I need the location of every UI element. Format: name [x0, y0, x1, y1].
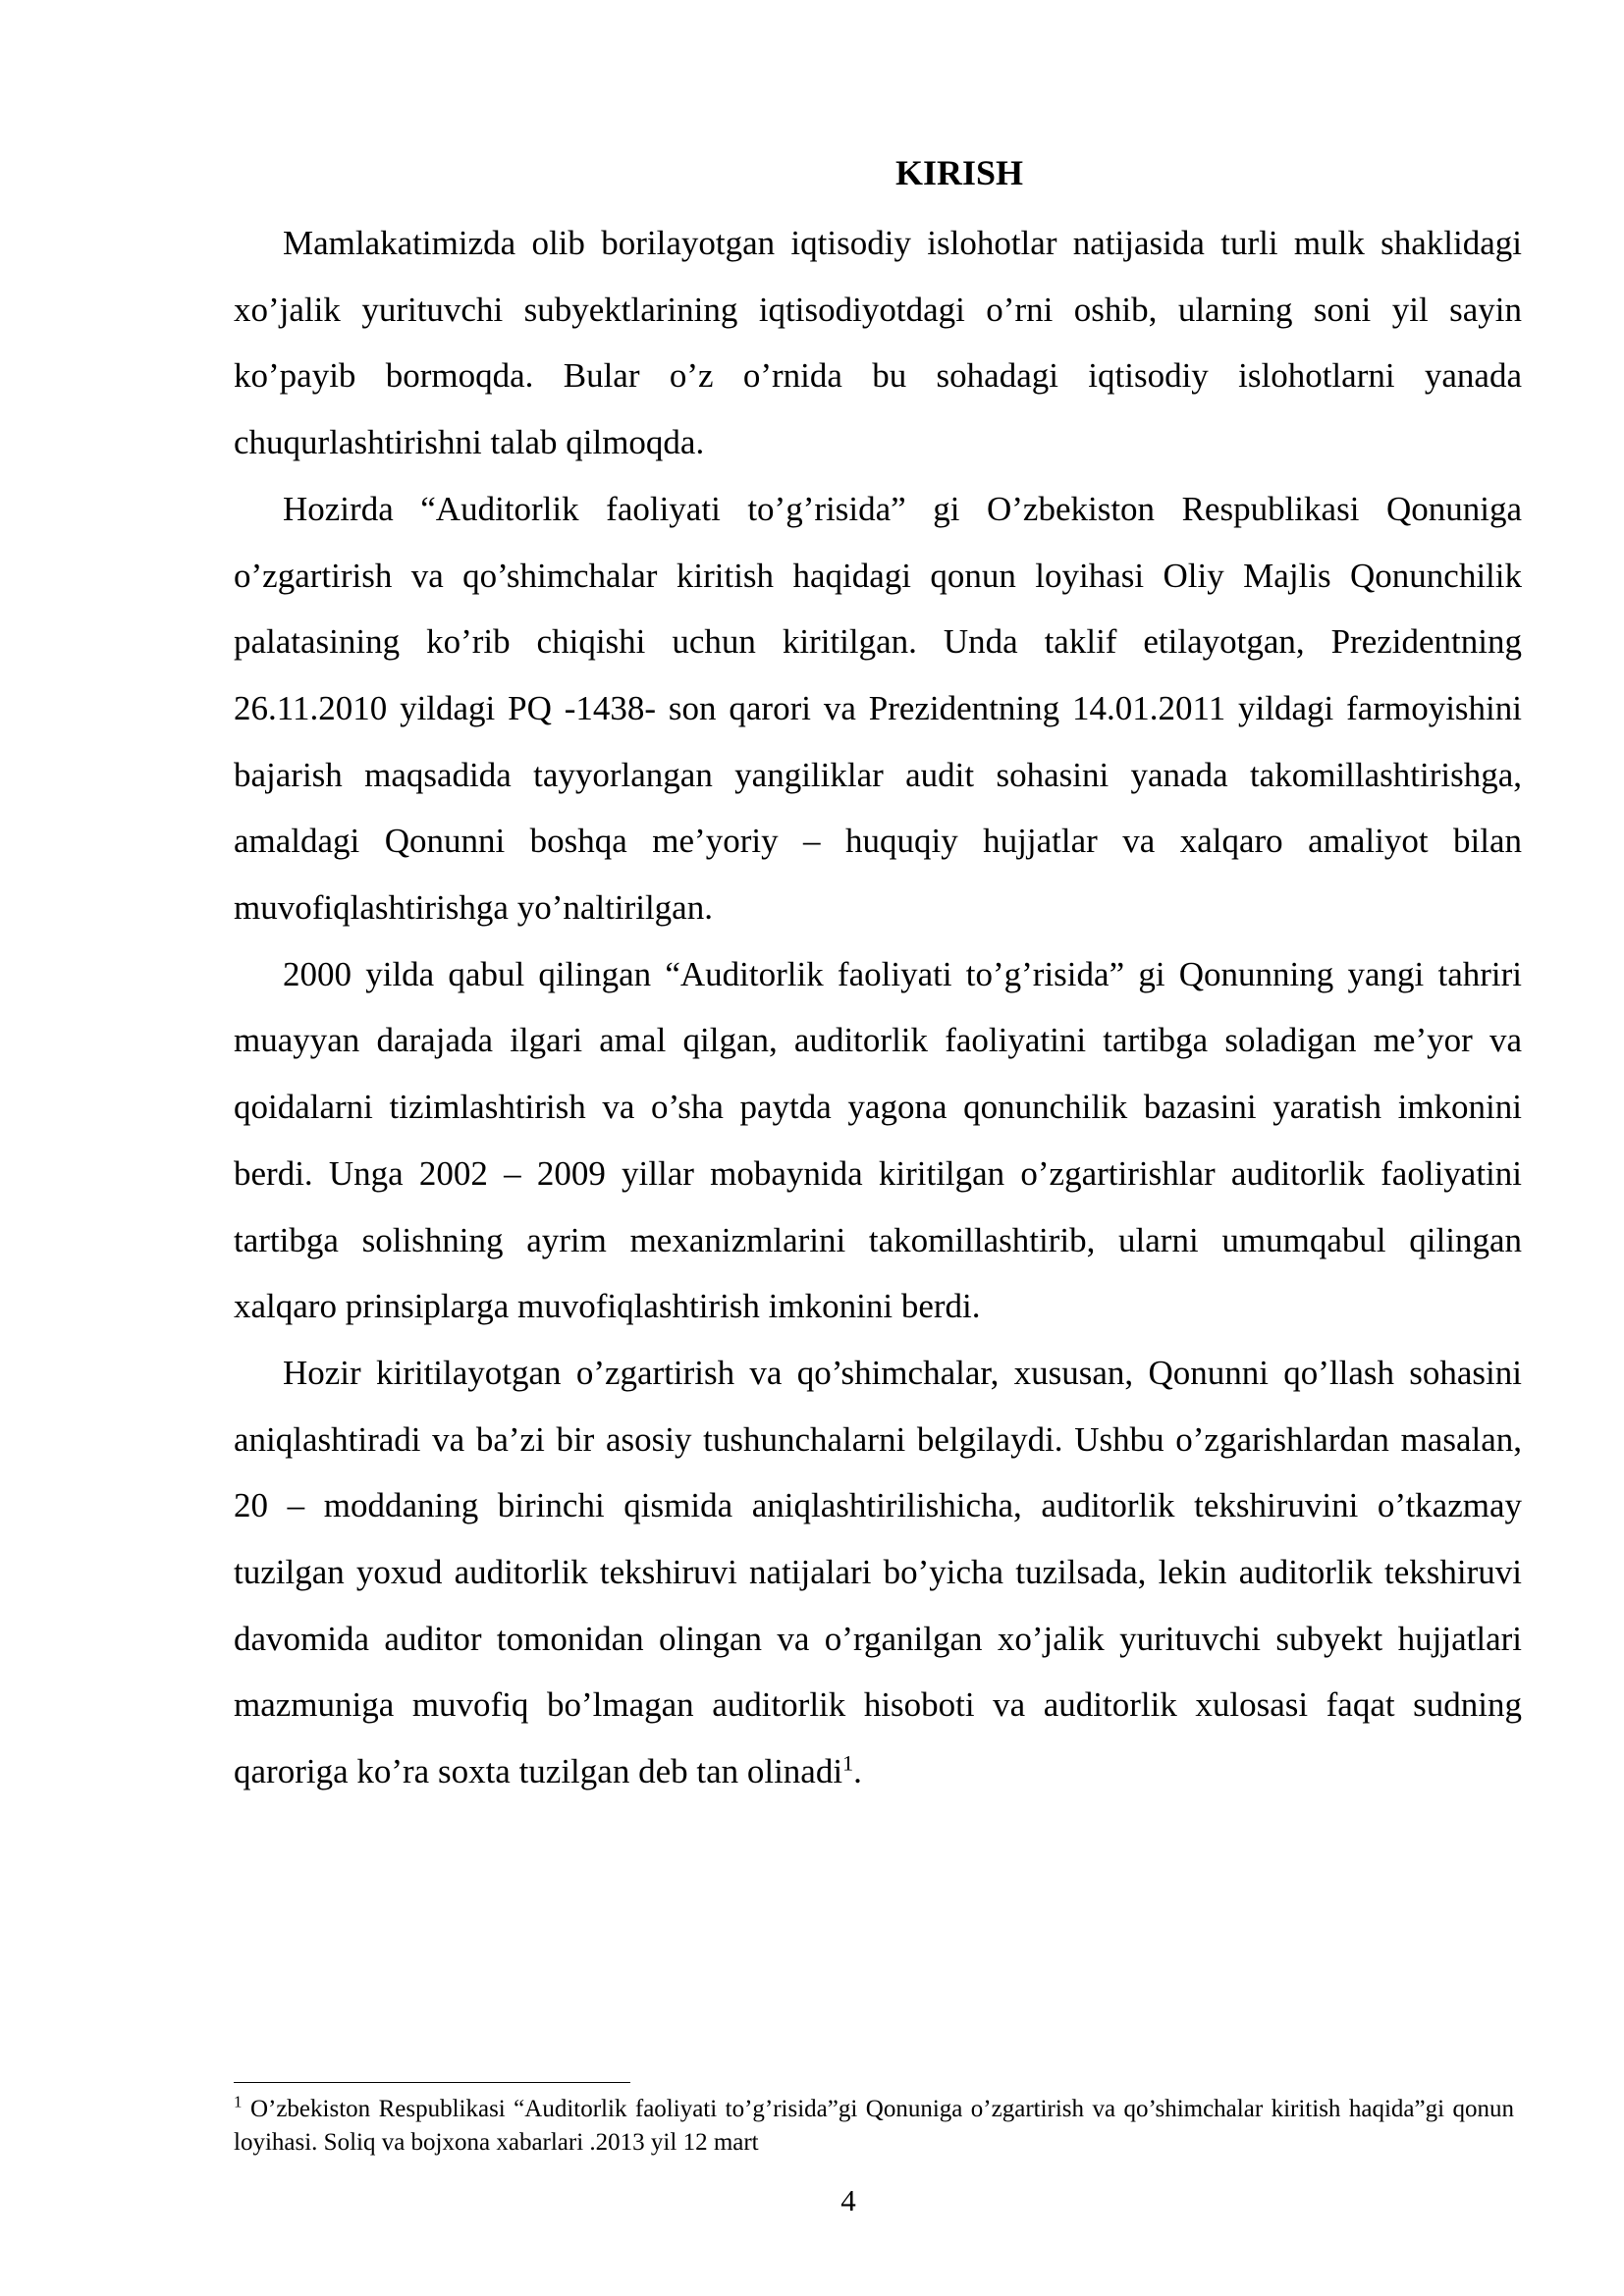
- page-title: KIRISH: [894, 153, 1024, 192]
- paragraph-4-end: .: [853, 1752, 862, 1791]
- footnote-text: O’zbekiston Respublikasi “Auditorlik faoliyati to’g’risida”gi Qonuniga o’zgartirish va qo’shimchalar kiritish haqida”gi qonun loyihasi. Soliq va bojxona xabarlari .2013 yil 12 mart: [234, 2096, 1514, 2156]
- paragraph-3: 2000 yilda qabul qilingan “Auditorlik faoliyati to’g’risida” gi Qonunning yangi tahriri muayyan darajada ilgari amal qilgan, auditorlik faoliyatini tartibga soladigan me’yor va qoidalarni tizimlashtirish va o’sha paytda yagona qonunchilik bazasini yaratish imkonini berdi. Unga 2002 – 2009 yillar mobaynida kiritilgan o’zgartirishlar auditorlik faoliyatini tartibga solishning ayrim mexanizmlarini takomillashtirib, ularni umumqabul qilingan xalqaro prinsiplarga muvofiqlashtirish imkonini berdi.: [234, 954, 1522, 1326]
- footnote-marker: 1: [234, 2092, 243, 2111]
- body-text: [234, 210, 1522, 1805]
- footnote: [234, 2093, 1514, 2160]
- paragraph-4-text: Hozir kiritilayotgan o’zgartirish va qo’shimchalar, xususan, Qonunni qo’llash sohasini aniqlashtiradi va ba’zi bir asosiy tushunchalarni belgilaydi. Ushbu o’zgarishlardan masalan, 20 – moddaning birinchi qismida aniqlashtirilishicha, auditorlik tekshiruvini o’tkazmay tuzilgan yoxud auditorlik tekshiruvi natijalari bo’yicha tuzilsada, lekin auditorlik tekshiruvi davomida auditor tomonidan olingan va o’rganilgan xo’jalik yurituvchi subyekt hujjatlari mazmuniga muvofiq bo’lmagan auditorlik hisoboti va auditorlik xulosasi faqat sudning qaroriga ko’ra soxta tuzilgan deb tan olinadi: [234, 1353, 1522, 1791]
- footnote-divider: [234, 2082, 630, 2083]
- paragraph-2: Hozirda “Auditorlik faoliyati to’g’risida” gi O’zbekiston Respublikasi Qonuniga o’zgartirish va qo’shimchalar kiritish haqidagi qonun loyihasi Oliy Majlis Qonunchilik palatasining ko’rib chiqishi uchun kiritilgan. Unda taklif etilayotgan, Prezidentning 26.11.2010 yildagi PQ -1438- son qarori va Prezidentning 14.01.2011 yildagi farmoyishini bajarish maqsadida tayyorlangan yangiliklar audit sohasini yanada takomillashtirishga, amaldagi Qonunni boshqa me’yoriy – huquqiy hujjatlar va xalqaro amaliyot bilan muvofiqlashtirishga yo’naltirilgan.: [234, 489, 1522, 928]
- paragraph-4: [234, 1340, 1522, 1805]
- page-number: 4: [840, 2183, 856, 2217]
- paragraph-1: Mamlakatimizda olib borilayotgan iqtisodiy islohotlar natijasida turli mulk shaklidagi xo’jalik yurituvchi subyektlarining iqtisodiyotdagi o’rni oshib, ularning soni yil sayin ko’payib bormoqda. Bular o’z o’rnida bu sohadagi iqtisodiy islohotlarni yanada chuqurlashtirishni talab qilmoqda.: [234, 224, 1522, 462]
- footnote-reference[interactable]: 1: [842, 1750, 854, 1776]
